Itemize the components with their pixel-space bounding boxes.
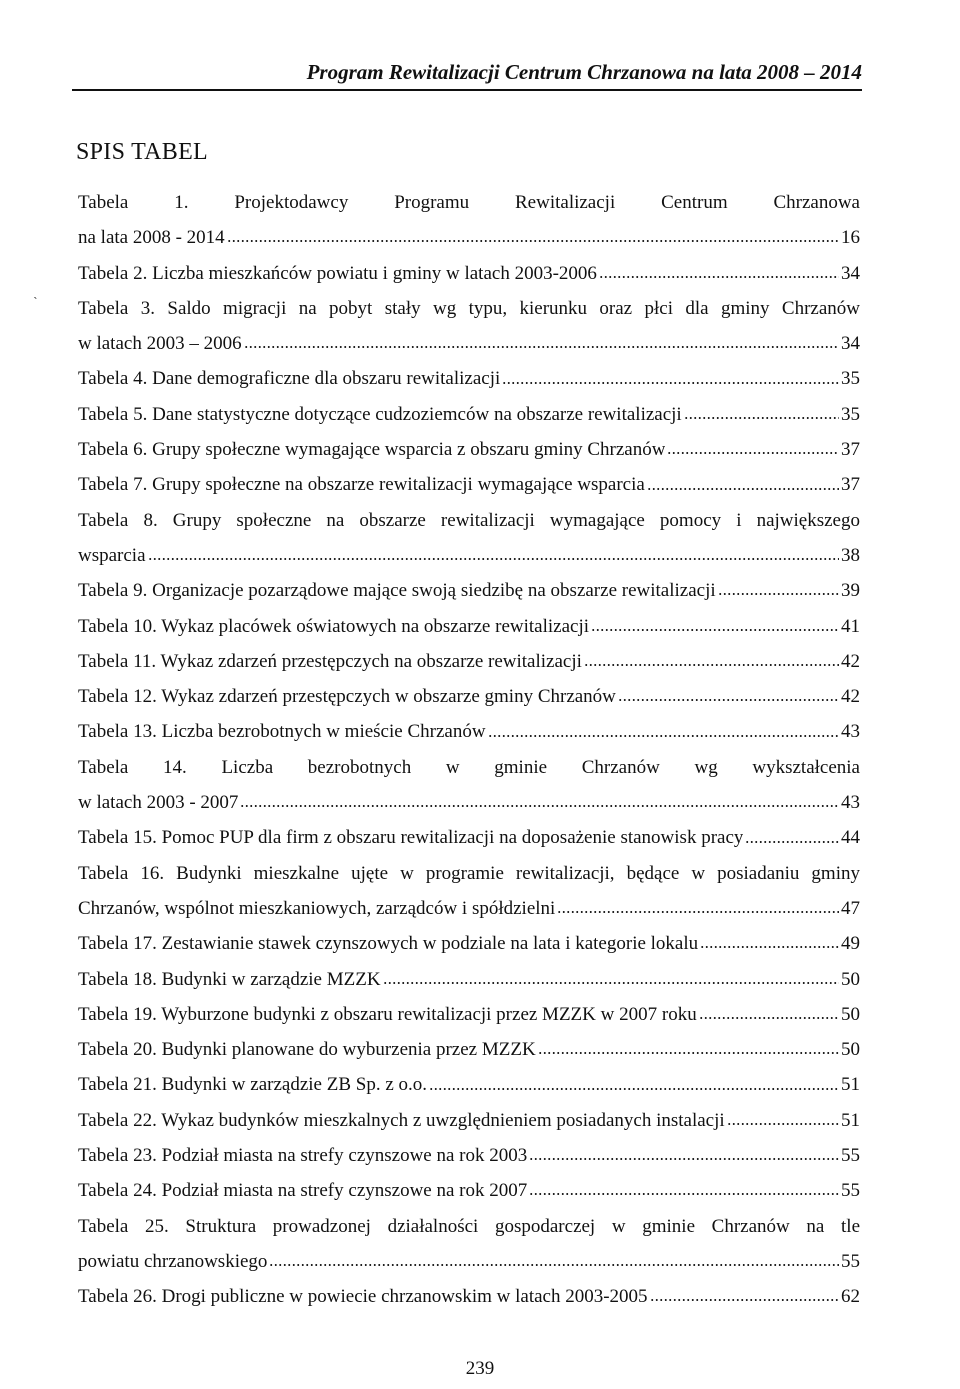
toc-entry-title: powiatu chrzanowskiego: [78, 1250, 268, 1272]
toc-entry-title: Tabela 18. Budynki w zarządzie MZZK: [78, 968, 381, 990]
toc-entry[interactable]: [78, 291, 860, 362]
toc-line: [78, 1209, 860, 1244]
toc-page-number: 34: [841, 262, 860, 284]
toc-entry-title: Tabela 4. Dane demograficzne dla obszaru rewitalizacji: [78, 368, 501, 390]
toc-entry[interactable]: [78, 1209, 860, 1280]
toc-entry-title: Tabela 24. Podział miasta na strefy czynszowe na rok 2007: [78, 1180, 528, 1202]
dot-leader: [227, 228, 839, 248]
toc-entry-title: Tabela 26. Drogi publiczne w powiecie chrzanowskim w latach 2003-2005: [78, 1286, 648, 1308]
toc-entry[interactable]: [78, 962, 860, 997]
toc-line: [78, 856, 860, 891]
toc-entry[interactable]: [78, 609, 860, 644]
toc-entry-title: Tabela 23. Podział miasta na strefy czynszowe na rok 2003: [78, 1145, 528, 1167]
toc-entry[interactable]: [78, 573, 860, 608]
toc-line: [78, 256, 860, 291]
dot-leader: [529, 1146, 839, 1166]
toc-entry[interactable]: [78, 714, 860, 749]
toc-page-number: 55: [841, 1145, 860, 1167]
toc-line: [78, 1103, 860, 1138]
dot-leader: [700, 934, 839, 954]
toc-entry[interactable]: [78, 1067, 860, 1102]
dot-leader: [650, 1287, 839, 1307]
toc-entry-title: Tabela 7. Grupy społeczne na obszarze rewitalizacji wymagające wsparcia: [78, 474, 645, 496]
toc-page-number: 55: [841, 1250, 860, 1272]
toc-page-number: 38: [841, 544, 860, 566]
toc-page-number: 35: [841, 403, 860, 425]
toc-line: [78, 1173, 860, 1208]
dot-leader: [538, 1040, 839, 1060]
dot-leader: [599, 263, 839, 283]
toc-entry-title: Tabela 13. Liczba bezrobotnych w mieście Chrzanów: [78, 721, 486, 743]
toc-entry[interactable]: [78, 750, 860, 821]
dot-leader: [718, 581, 839, 601]
toc-entry[interactable]: [78, 467, 860, 502]
toc-line: [78, 467, 860, 502]
dot-leader: [240, 793, 839, 813]
toc-entry-title: Tabela 2. Liczba mieszkańców powiatu i gminy w latach 2003-2006: [78, 262, 597, 284]
toc-entry[interactable]: [78, 1173, 860, 1208]
toc-page-number: 51: [841, 1109, 860, 1131]
header-rule: [72, 89, 862, 91]
toc-entry[interactable]: [78, 926, 860, 961]
dot-leader: [148, 546, 839, 566]
toc-line: [78, 573, 860, 608]
dot-leader: [557, 899, 839, 919]
toc-line: [78, 185, 860, 220]
toc-entry-title: Tabela 17. Zestawianie stawek czynszowych w podziale na lata i kategorie lokalu: [78, 933, 699, 955]
toc-line: [78, 820, 860, 855]
toc-entry-title: na lata 2008 - 2014: [78, 227, 225, 249]
toc-entry[interactable]: [78, 432, 860, 467]
dot-leader: [584, 652, 839, 672]
toc-line: [78, 1138, 860, 1173]
toc-line: [78, 1032, 860, 1067]
toc-line: [78, 326, 860, 361]
toc-entry-title: w latach 2003 – 2006: [78, 333, 242, 355]
toc-entry-title: Tabela 22. Wykaz budynków mieszkalnych z uwzględnieniem posiadanych instalacji: [78, 1109, 725, 1131]
toc-page-number: 49: [841, 933, 860, 955]
page-number: 239: [465, 1358, 495, 1379]
toc-page-number: 41: [841, 615, 860, 637]
toc-page-number: 50: [841, 1039, 860, 1061]
toc-entry[interactable]: [78, 644, 860, 679]
section-title: SPIS TABEL: [76, 139, 208, 166]
toc-page-number: 44: [841, 827, 860, 849]
toc-entry[interactable]: [78, 1103, 860, 1138]
dot-leader: [745, 828, 839, 848]
toc-entry[interactable]: [78, 997, 860, 1032]
toc-entry[interactable]: [78, 1032, 860, 1067]
toc-entry[interactable]: [78, 256, 860, 291]
dot-leader: [684, 404, 839, 424]
toc-line: [78, 609, 860, 644]
dot-leader: [429, 1075, 839, 1095]
dot-leader: [502, 369, 839, 389]
toc-line: [78, 432, 860, 467]
toc-entry[interactable]: [78, 679, 860, 714]
toc-line: [78, 785, 860, 820]
toc-entry[interactable]: [78, 503, 860, 574]
toc-entry-title: Chrzanów, wspólnot mieszkaniowych, zarządców i spółdzielni: [78, 897, 556, 919]
toc-page-number: 42: [841, 686, 860, 708]
toc-entry-title: Tabela 3. Saldo migracji na pobyt stały wg typu, kierunku oraz płci dla gminy Chrzanów: [78, 297, 860, 319]
toc-entry-title: w latach 2003 - 2007: [78, 792, 239, 814]
dot-leader: [383, 969, 839, 989]
toc-entry[interactable]: [78, 820, 860, 855]
toc-entry[interactable]: [78, 856, 860, 927]
toc-page-number: 16: [841, 227, 860, 249]
dot-leader: [699, 1004, 839, 1024]
toc-entry-title: Tabela 16. Budynki mieszkalne ujęte w programie rewitalizacji, będące w posiadaniu gminy: [78, 862, 860, 884]
toc-page-number: 43: [841, 792, 860, 814]
dot-leader: [618, 687, 839, 707]
toc-page-number: 62: [841, 1286, 860, 1308]
toc-entry-title: wsparcia: [78, 544, 146, 566]
toc-entry-title: Tabela 20. Budynki planowane do wyburzenia przez MZZK: [78, 1039, 536, 1061]
toc-entry-title: Tabela 25. Struktura prowadzonej działalności gospodarczej w gminie Chrzanów na tle: [78, 1215, 860, 1237]
toc-page-number: 47: [841, 897, 860, 919]
scan-mark: ˴: [33, 288, 38, 304]
toc-line: [78, 220, 860, 255]
dot-leader: [488, 722, 839, 742]
toc-entry[interactable]: [78, 361, 860, 396]
toc-line: [78, 962, 860, 997]
toc-line: [78, 997, 860, 1032]
toc-line: [78, 891, 860, 926]
toc-entry-title: Tabela 1. Projektodawcy Programu Rewitalizacji Centrum Chrzanowa: [78, 192, 860, 213]
toc-page-number: 37: [841, 474, 860, 496]
dot-leader: [269, 1252, 839, 1272]
toc-line: [78, 926, 860, 961]
toc-line: [78, 644, 860, 679]
toc-entry-title: Tabela 5. Dane statystyczne dotyczące cudzoziemców na obszarze rewitalizacji: [78, 403, 682, 425]
dot-leader: [667, 440, 839, 460]
toc-page-number: 35: [841, 368, 860, 390]
dot-leader: [727, 1110, 839, 1130]
toc-entry[interactable]: [78, 1138, 860, 1173]
toc-line: [78, 714, 860, 749]
running-header: Program Rewitalizacji Centrum Chrzanowa na lata 2008 – 2014: [306, 60, 862, 84]
toc-page-number: 51: [841, 1074, 860, 1096]
toc-entry-title: Tabela 15. Pomoc PUP dla firm z obszaru rewitalizacji na doposażenie stanowisk pracy: [78, 827, 744, 849]
toc-entry-title: Tabela 14. Liczba bezrobotnych w gminie Chrzanów wg wykształcenia: [78, 756, 860, 778]
toc-line: [78, 291, 860, 326]
toc-line: [78, 361, 860, 396]
toc-entry-title: Tabela 11. Wykaz zdarzeń przestępczych na obszarze rewitalizacji: [78, 650, 582, 672]
toc-page-number: 34: [841, 333, 860, 355]
table-of-tables: [78, 185, 860, 1315]
toc-page-number: 50: [841, 1003, 860, 1025]
toc-line: [78, 679, 860, 714]
toc-page-number: 42: [841, 650, 860, 672]
toc-entry[interactable]: [78, 397, 860, 432]
toc-page-number: 37: [841, 439, 860, 461]
toc-line: [78, 1279, 860, 1314]
toc-page-number: 39: [841, 580, 860, 602]
toc-line: [78, 750, 860, 785]
toc-entry[interactable]: [78, 1279, 860, 1314]
toc-line: [78, 1067, 860, 1102]
dot-leader: [244, 334, 839, 354]
toc-line: [78, 503, 860, 538]
toc-entry-title: Tabela 19. Wyburzone budynki z obszaru rewitalizacji przez MZZK w 2007 roku: [78, 1003, 697, 1025]
toc-line: [78, 538, 860, 573]
toc-entry-title: Tabela 6. Grupy społeczne wymagające wsparcia z obszaru gminy Chrzanów: [78, 439, 666, 461]
toc-line: [78, 397, 860, 432]
toc-entry-title: Tabela 12. Wykaz zdarzeń przestępczych w obszarze gminy Chrzanów: [78, 686, 616, 708]
toc-page-number: 43: [841, 721, 860, 743]
toc-page-number: 55: [841, 1180, 860, 1202]
dot-leader: [529, 1181, 839, 1201]
toc-entry-title: Tabela 8. Grupy społeczne na obszarze rewitalizacji wymagające pomocy i największego: [78, 509, 860, 531]
dot-leader: [647, 475, 839, 495]
toc-entry-title: Tabela 10. Wykaz placówek oświatowych na obszarze rewitalizacji: [78, 615, 590, 637]
dot-leader: [591, 616, 839, 636]
toc-page-number: 50: [841, 968, 860, 990]
toc-entry[interactable]: [78, 185, 860, 256]
toc-entry-title: Tabela 21. Budynki w zarządzie ZB Sp. z o.o.: [78, 1074, 428, 1096]
toc-line: [78, 1244, 860, 1279]
toc-entry-title: Tabela 9. Organizacje pozarządowe mające swoją siedzibę na obszarze rewitalizacji: [78, 580, 716, 602]
